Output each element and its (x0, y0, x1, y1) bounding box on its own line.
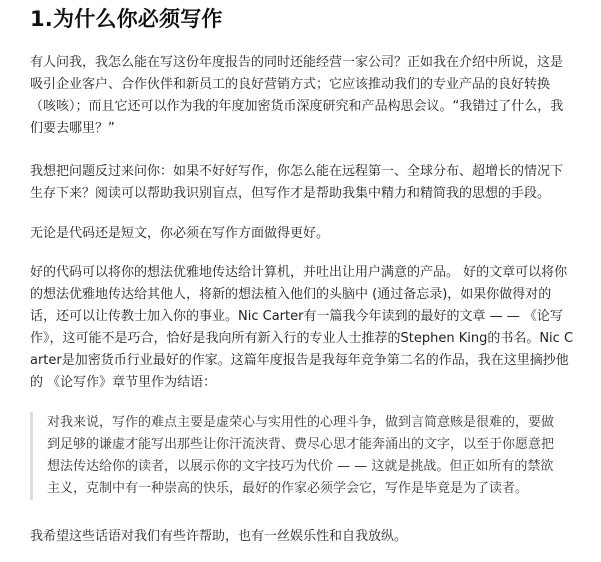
paragraph-code-or-essay: 无论是代码还是短文，你必须在写作方面做得更好。 (30, 226, 330, 241)
paragraph-why-write-report: 有人问我，我怎么能在写这份年度报告的同时还能经营一家公司？正如我在介绍中所说，这是吸引企业客户、合作伙伴和新员工的良好营销方式；它应该推动我们的专业产品的良好转换（咳咳）；而且它还可以作为我的年度加密货币深度研究和产品构思会议。“我错过了什么，我们要去哪里？” (30, 55, 564, 136)
paragraph-good-code-good-writing: 好的代码可以将你的想法优雅地传达给计算机，并吐出让用户满意的产品。 好的文章可以将你的想法优雅地传达给其他人，将新的想法植入他们的头脑中 (通过备忘录)，如果你做得对的话，还可以让传教士加入你的事业。Nic Carter有一篇我今年读到的最好的文章 — — 《论写作》，这可能不是巧合，恰好是我向所有新入行的专业人士推荐的Stephen King的书名。Nic Carter是加密货币行业最好的作家。这篇年度报告是我每年竞争第二名的作品，我在这里摘抄他的 《论写作》章节里作为结语： (30, 265, 574, 390)
quote-text: 对我来说，写作的难点主要是虚荣心与实用性的心理斗争，做到言简意赅是很难的，要做到足够的谦虚才能写出那些让你汗流浃背、费尽心思才能奔涌出的文字，以至于你愿意把想法传达给你的读者，以展示你的文字技巧为代价 — — 这就是挑战。但正如所有的禁欲主义，克制中有一种崇高的快乐，最好的作家必须学会它，写作是毕竟是为了读者。 (47, 415, 555, 496)
paragraph-remote-survival: 我想把问题反过来问你：如果不好好写作，你怎么能在远程第一、全球分布、超增长的情况下生存下来？阅读可以帮助我识别盲点，但写作才是帮助我集中精力和精简我的思想的手段。 (30, 164, 564, 201)
paragraph-closing: 我希望这些话语对我们有些许帮助，也有一丝娱乐性和自我放纵。 (30, 529, 408, 544)
section-title: 1.为什么你必须写作 (30, 7, 223, 31)
quote-block (30, 412, 574, 500)
article (30, 0, 574, 548)
